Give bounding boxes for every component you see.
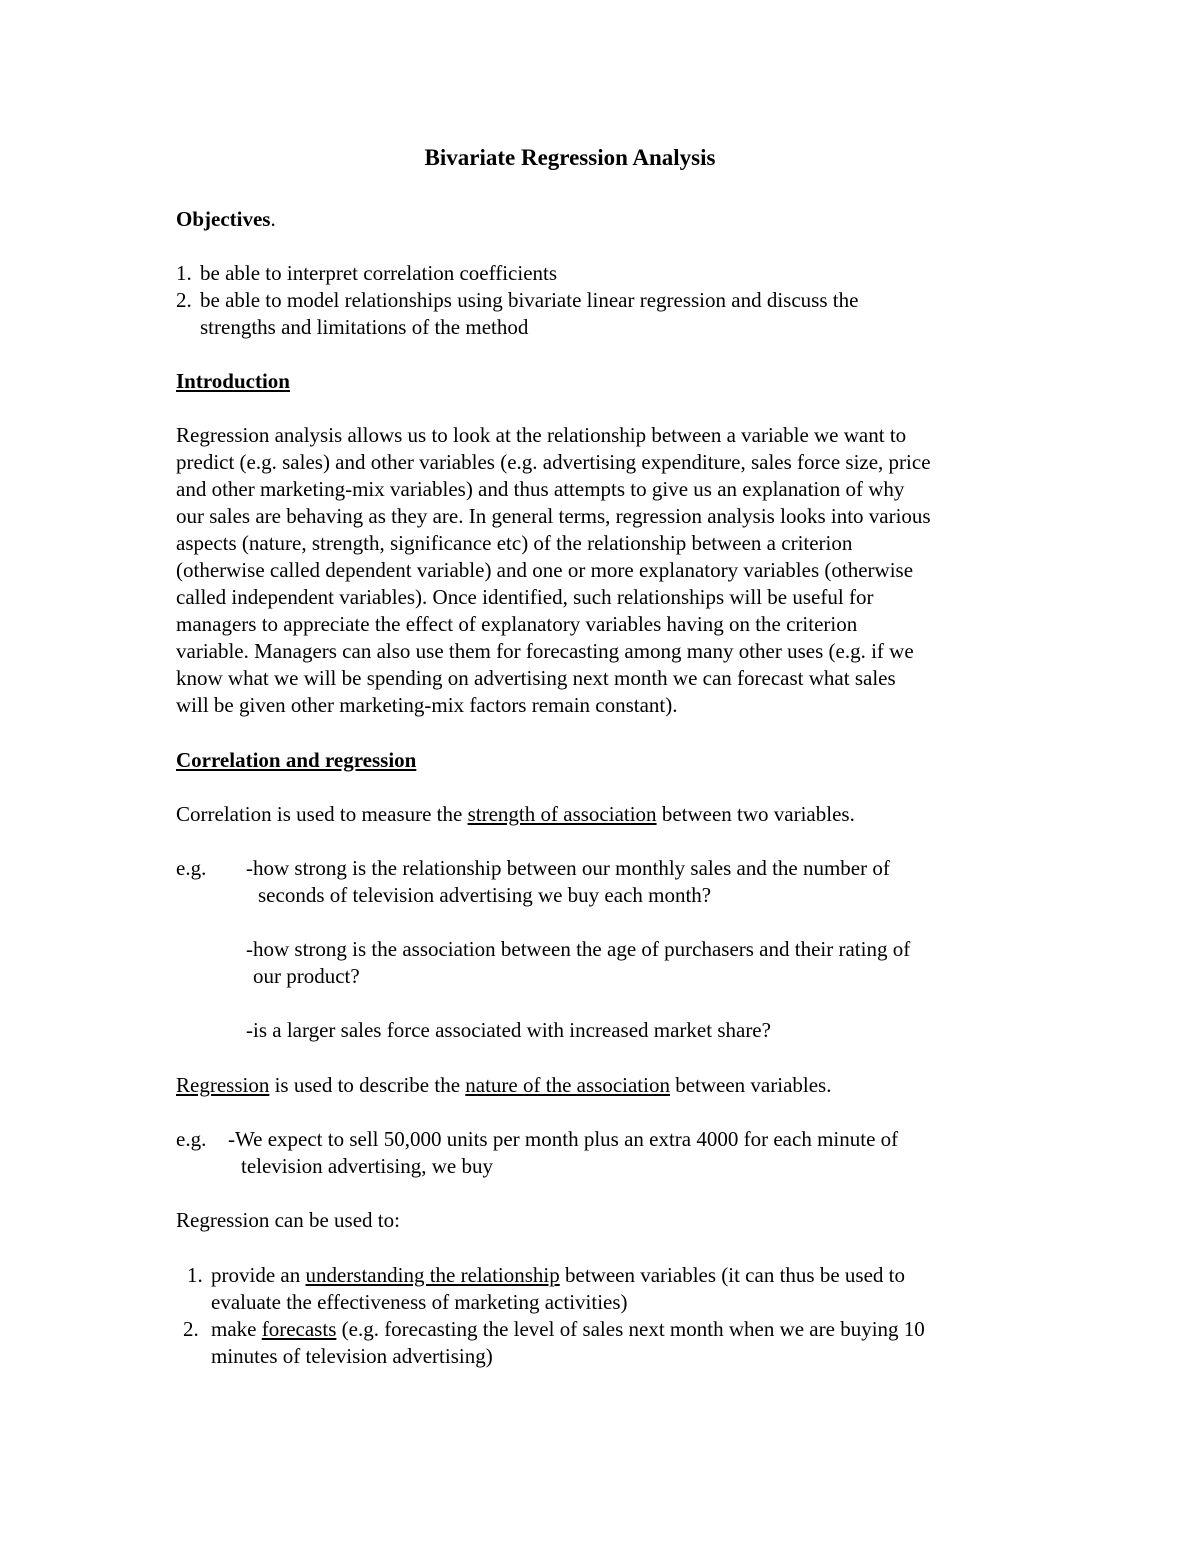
intro-line-10: know what we will be spending on advertising next month we can forecast what sales (176, 666, 896, 690)
intro-line-7: called independent variables). Once identified, such relationships will be useful for (176, 585, 874, 609)
correlation-def-post: between two variables. (656, 802, 855, 826)
regression-example-line-1: -We expect to sell 50,000 units per month plus an extra 4000 for each minute of (228, 1127, 899, 1151)
objectives-heading: Objectives (176, 207, 271, 231)
correlation-example-3: -is a larger sales force associated with increased market share? (246, 1018, 771, 1042)
correlation-definition (176, 801, 855, 828)
regression-use-2-underlined: forecasts (261, 1317, 337, 1341)
intro-line-8: managers to appreciate the effect of explanatory variables having on the criterion (176, 612, 858, 636)
regression-def-underlined: nature of the association (465, 1073, 670, 1097)
objective-1-text: be able to interpret correlation coefficients (200, 261, 558, 285)
objective-2-number: 2. (176, 288, 192, 312)
regression-use-1-line-2: evaluate the effectiveness of marketing activities) (211, 1290, 628, 1314)
regression-term: Regression (176, 1073, 270, 1097)
regression-use-1-underlined: understanding the relationship (305, 1263, 560, 1287)
intro-line-2: predict (e.g. sales) and other variables (e.g. advertising expenditure, sales force size, price (176, 450, 931, 474)
regression-eg-label: e.g. (176, 1127, 207, 1151)
intro-line-9: variable. Managers can also use them for forecasting among many other uses (e.g. if we (176, 639, 914, 663)
objectives-heading-punct: . (270, 207, 276, 231)
correlation-example-2-line-2: our product? (253, 964, 360, 988)
regression-use-1-post: between variables (it can thus be used to (559, 1263, 905, 1287)
objective-2-text-line-2: strengths and limitations of the method (200, 315, 529, 339)
regression-use-1-pre: provide an (211, 1263, 306, 1287)
regression-use-1-number: 1. (187, 1263, 203, 1287)
regression-use-2-line-1 (211, 1316, 925, 1343)
correlation-eg-label: e.g. (176, 856, 207, 880)
regression-definition (176, 1072, 831, 1099)
intro-line-11: will be given other marketing-mix factors remain constant). (176, 693, 678, 717)
intro-line-1: Regression analysis allows us to look at the relationship between a variable we want to (176, 423, 907, 447)
regression-use-2-pre: make (211, 1317, 262, 1341)
correlation-heading: Correlation and regression (176, 748, 417, 772)
correlation-example-1-line-2: seconds of television advertising we buy each month? (258, 883, 712, 907)
correlation-def-underlined: strength of association (467, 802, 657, 826)
objectives-heading-line (176, 206, 276, 233)
correlation-def-pre: Correlation is used to measure the (176, 802, 468, 826)
page-title: Bivariate Regression Analysis (424, 145, 716, 170)
intro-line-3: and other marketing-mix variables) and thus attempts to give us an explanation of why (176, 477, 905, 501)
objective-1-number: 1. (176, 261, 192, 285)
intro-line-5: aspects (nature, strength, significance etc) of the relationship between a criterion (176, 531, 853, 555)
objective-2-text-line-1: be able to model relationships using bivariate linear regression and discuss the (200, 288, 859, 312)
regression-use-2-post: (e.g. forecasting the level of sales next month when we are buying 10 (336, 1317, 925, 1341)
regression-def-mid: is used to describe the (269, 1073, 466, 1097)
intro-line-6: (otherwise called dependent variable) and one or more explanatory variables (otherwise (176, 558, 914, 582)
regression-example-line-2: television advertising, we buy (241, 1154, 493, 1178)
regression-def-post: between variables. (669, 1073, 832, 1097)
regression-use-2-line-2: minutes of television advertising) (211, 1344, 493, 1368)
correlation-example-1-line-1: -how strong is the relationship between our monthly sales and the number of (246, 856, 890, 880)
regression-use-1-line-1 (211, 1262, 905, 1289)
introduction-heading: Introduction (176, 369, 290, 393)
correlation-example-2-line-1: -how strong is the association between the age of purchasers and their rating of (246, 937, 911, 961)
regression-uses-intro: Regression can be used to: (176, 1208, 400, 1232)
regression-use-2-number: 2. (183, 1317, 199, 1341)
intro-line-4: our sales are behaving as they are. In general terms, regression analysis looks into various (176, 504, 931, 528)
